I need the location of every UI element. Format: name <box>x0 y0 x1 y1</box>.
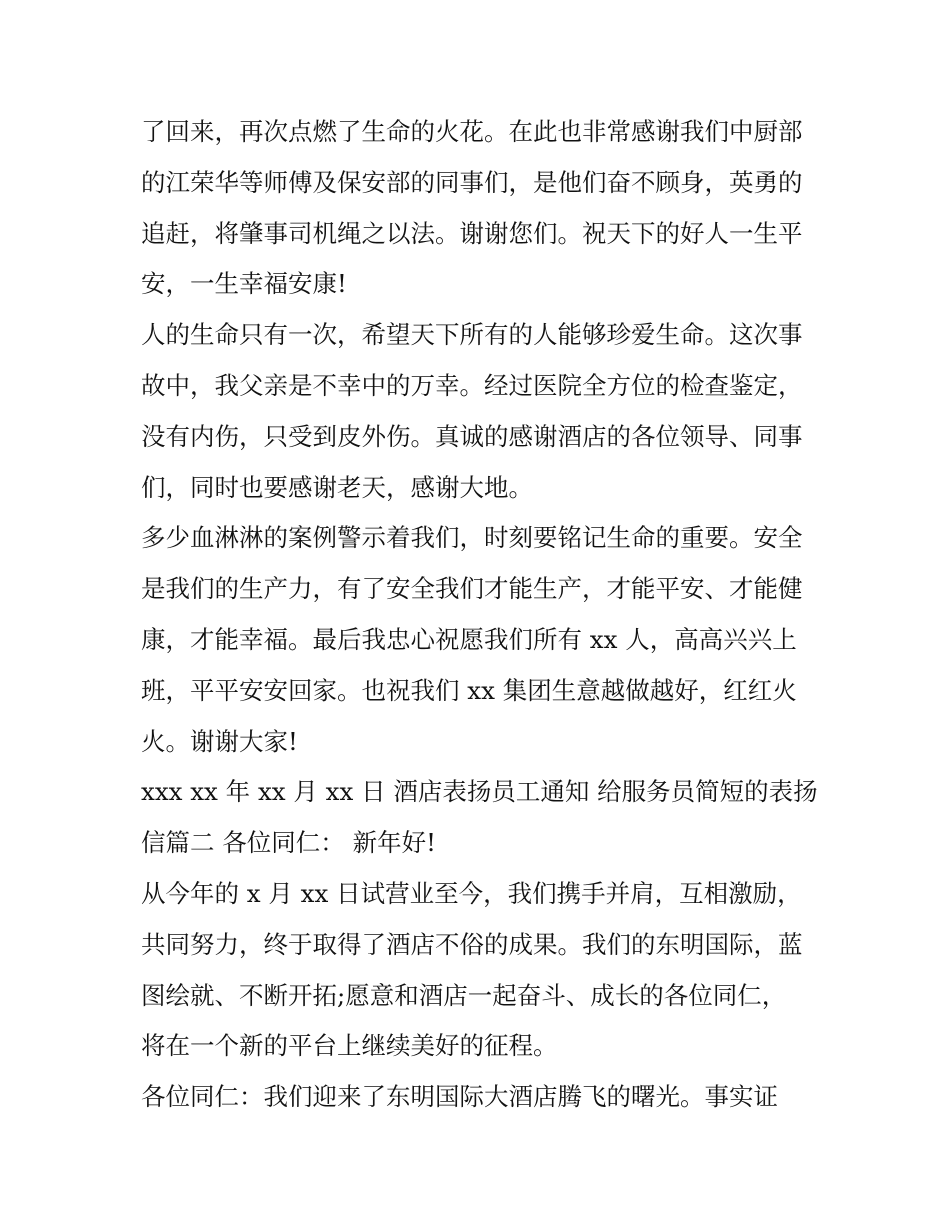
text-line: xxx xx 年 xx 月 xx 日 酒店表扬员工通知 给服务员简短的表扬 <box>141 777 818 807</box>
text-line: 共同努力，终于取得了酒店不俗的成果。我们的东明国际，蓝 <box>141 929 803 959</box>
text-line: 信篇二 各位同仁： 新年好! <box>141 828 436 858</box>
text-line: 将在一个新的平台上继续美好的征程。 <box>141 1031 558 1061</box>
text-line: 了回来，再次点燃了生命的火花。在此也非常感谢我们中厨部 <box>141 117 803 146</box>
text-line: 们，同时也要感谢老天，感谢大地。 <box>141 472 533 502</box>
text-line: 从今年的 x 月 xx 日试营业至今，我们携手并肩，互相激励， <box>141 878 802 908</box>
text-line: 安，一生幸福安康! <box>141 269 347 299</box>
text-line: 图绘就、不断开拓;愿意和酒店一起奋斗、成长的各位同仁， <box>141 980 787 1010</box>
text-line: 故中，我父亲是不幸中的万幸。经过医院全方位的检查鉴定， <box>141 370 803 400</box>
text-line: 人的生命只有一次，希望天下所有的人能够珍爱生命。这次事 <box>141 320 803 350</box>
text-line: 班，平平安安回家。也祝我们 xx 集团生意越做越好，红红火 <box>141 675 797 705</box>
text-line: 的江荣华等师傅及保安部的同事们，是他们奋不顾身，英勇的 <box>141 167 803 197</box>
text-line: 火。谢谢大家! <box>141 726 298 756</box>
body-text <box>141 107 821 1123</box>
text-line: 多少血淋淋的案例警示着我们，时刻要铭记生命的重要。安全 <box>141 523 803 553</box>
text-line: 是我们的生产力，有了安全我们才能生产，才能平安、才能健 <box>141 574 803 604</box>
text-line: 康，才能幸福。最后我忠心祝愿我们所有 xx 人，高高兴兴上 <box>141 624 797 654</box>
text-line: 各位同仁：我们迎来了东明国际大酒店腾飞的曙光。事实证 <box>141 1082 778 1112</box>
text-line: 追赶，将肇事司机绳之以法。谢谢您们。祝天下的好人一生平 <box>141 218 803 248</box>
text-line: 没有内伤，只受到皮外伤。真诚的感谢酒店的各位领导、同事 <box>141 421 803 451</box>
